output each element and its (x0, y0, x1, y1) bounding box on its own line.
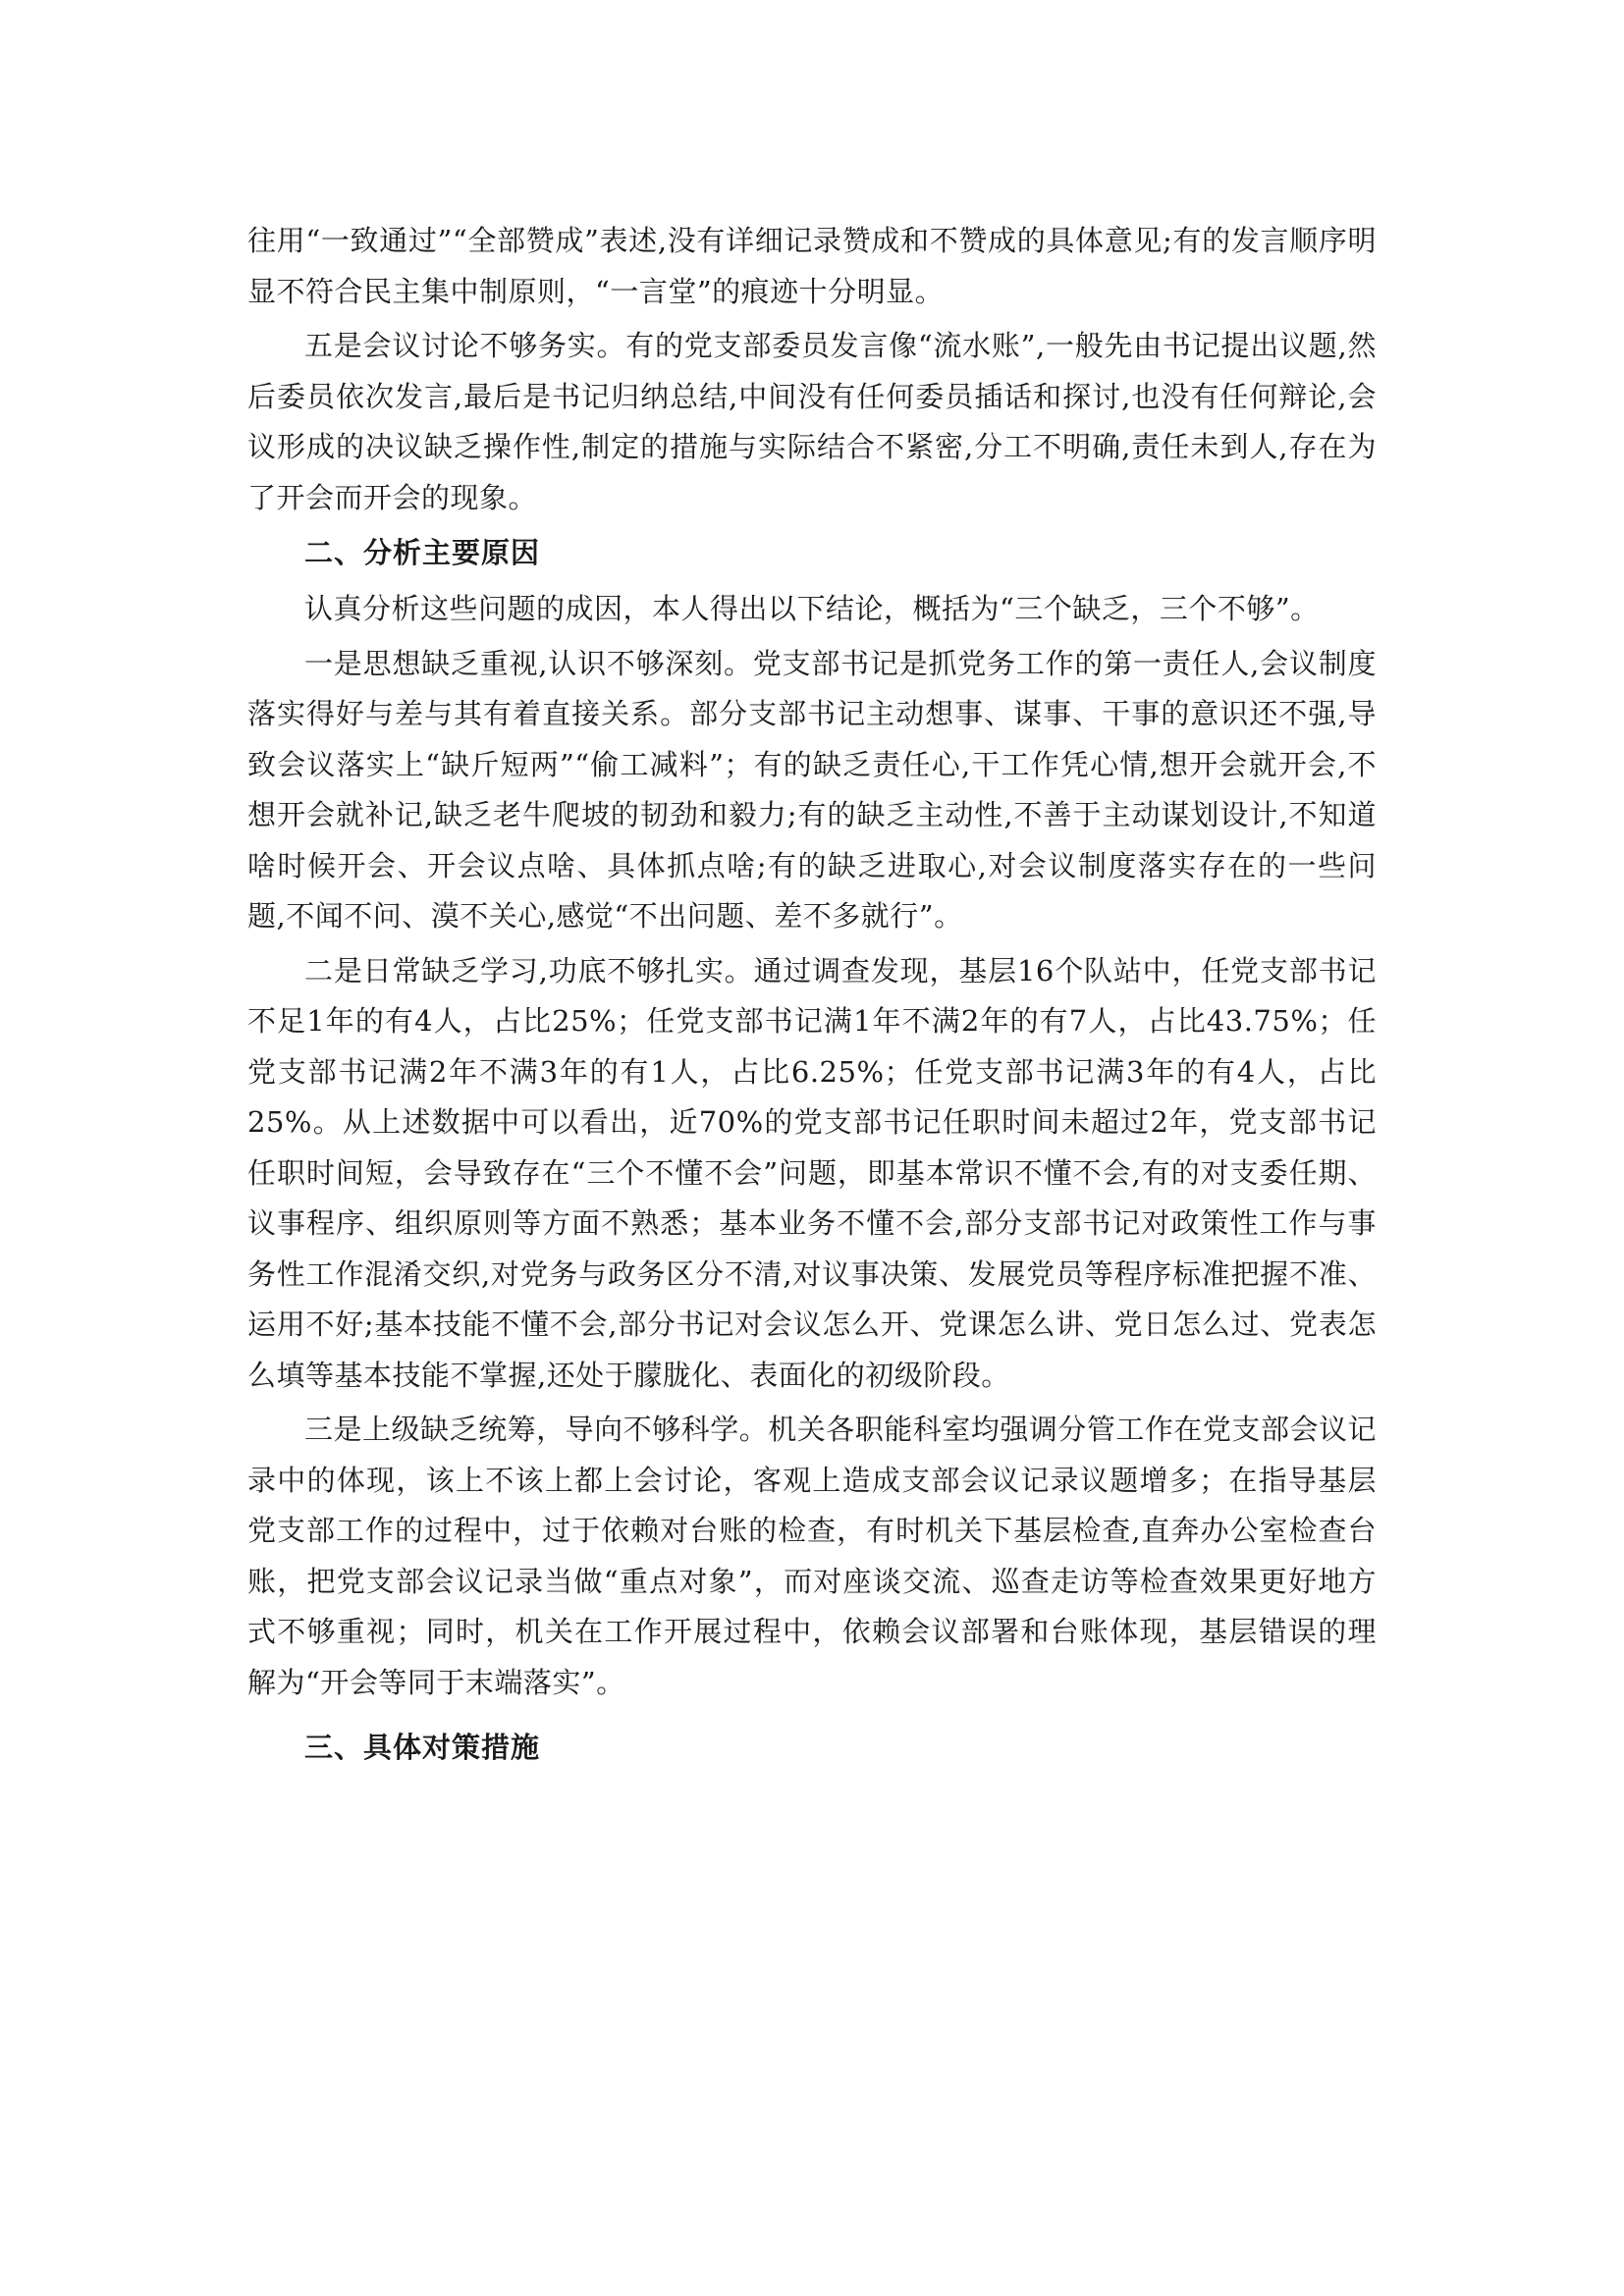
section-heading-measures: 三、具体对策措施 (304, 1731, 541, 1764)
paragraph-point-five: 五是会议讨论不够务实。有的党支部委员发言像“流水账”,一般先由书记提出议题,然后委员依次发言,最后是书记归纳总结,中间没有任何委员插话和探讨,也没有任何辩论,会议形成的决议缺乏操作性,制定的措施与实际结合不紧密,分工不明确,责任未到人,存在为了开会而开会的现象。 (247, 329, 1377, 514)
section-heading-analysis: 二、分析主要原因 (304, 536, 541, 569)
document-body (247, 216, 1377, 1779)
paragraph-summary: 认真分析这些问题的成因，本人得出以下结论，概括为“三个缺乏，三个不够”。 (304, 592, 1320, 625)
paragraph-reason-one: 一是思想缺乏重视,认识不够深刻。党支部书记是抓党务工作的第一责任人,会议制度落实得好与差与其有着直接关系。部分支部书记主动想事、谋事、干事的意识还不强,导致会议落实上“缺斤短两”“偷工减料”；有的缺乏责任心,干工作凭心情,想开会就开会,不想开会就补记,缺乏老牛爬坡的韧劲和毅力;有的缺乏主动性,不善于主动谋划设计,不知道啥时候开会、开会议点啥、具体抓点啥;有的缺乏进取心,对会议制度落实存在的一些问题,不闻不问、漠不关心,感觉“不出问题、差不多就行”。 (247, 646, 1377, 933)
paragraph-reason-two: 二是日常缺乏学习,功底不够扎实。通过调查发现，基层16个队站中，任党支部书记不足1年的有4人，占比25%；任党支部书记满1年不满2年的有7人，占比43.75%；任党支部书记满2年不满3年的有1人，占比6.25%；任党支部书记满3年的有4人，占比25%。从上述数据中可以看出，近70%的党支部书记任职时间未超过2年，党支部书记任职时间短，会导致存在“三个不懂不会”问题，即基本常识不懂不会,有的对支委任期、议事程序、组织原则等方面不熟悉；基本业务不懂不会,部分支部书记对政策性工作与事务性工作混淆交织,对党务与政务区分不清,对议事决策、发展党员等程序标准把握不准、运用不好;基本技能不懂不会,部分书记对会议怎么开、党课怎么讲、党日怎么过、党表怎么填等基本技能不掌握,还处于朦胧化、表面化的初级阶段。 (247, 953, 1377, 1392)
paragraph-reason-three: 三是上级缺乏统筹，导向不够科学。机关各职能科室均强调分管工作在党支部会议记录中的体现，该上不该上都上会讨论，客观上造成支部会议记录议题增多；在指导基层党支部工作的过程中，过于依赖对台账的检查，有时机关下基层检查,直奔办公室检查台账，把党支部会议记录当做“重点对象”，而对座谈交流、巡查走访等检查效果更好地方式不够重视；同时，机关在工作开展过程中，依赖会议部署和台账体现，基层错误的理解为“开会等同于末端落实”。 (247, 1413, 1377, 1699)
paragraph-continued: 往用“一致通过”“全部赞成”表述,没有详细记录赞成和不赞成的具体意见;有的发言顺序明显不符合民主集中制原则，“一言堂”的痕迹十分明显。 (247, 224, 1377, 308)
